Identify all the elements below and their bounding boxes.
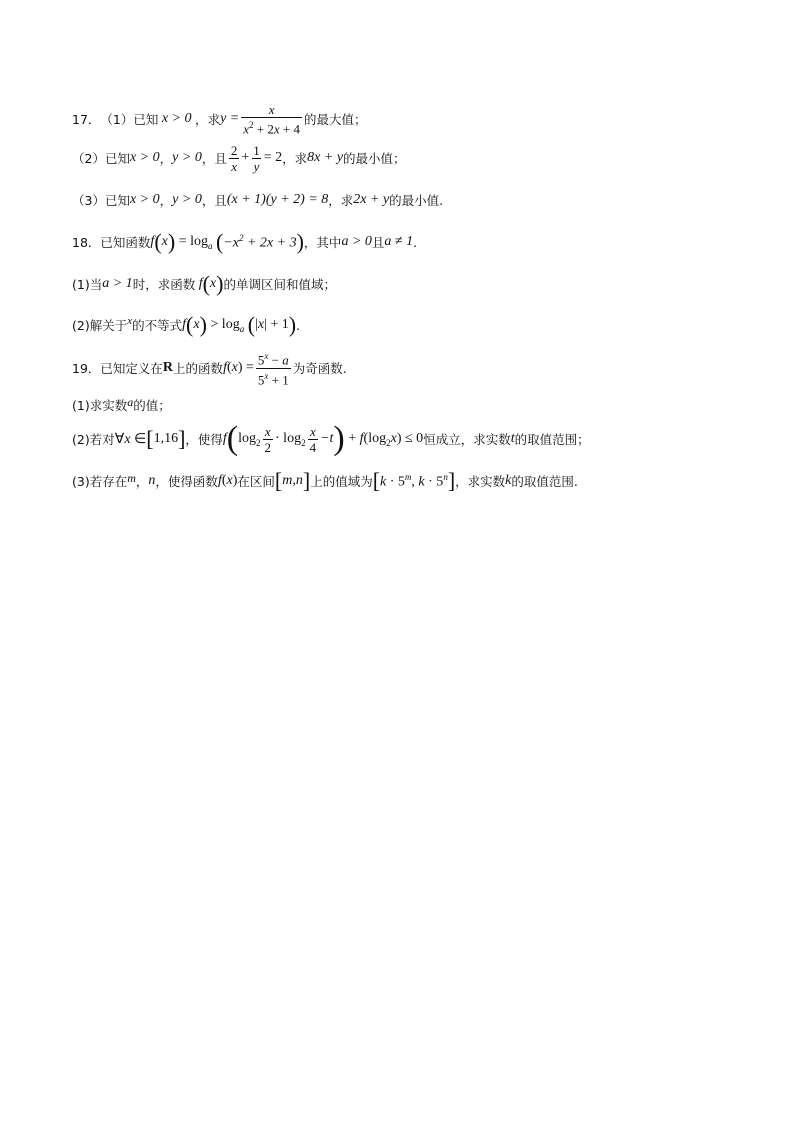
fraction-2-over-x: $\frac{2}{x}$	[230, 142, 238, 174]
math-x-gt-0: x > 0	[158, 111, 196, 126]
q19-p3-tag: (3)	[72, 473, 90, 489]
q18-number: 18．	[72, 235, 101, 250]
q19-part3: (3) 若存在 m ， n ，使得函数 f ( x ) 在区间 [ m,n ] 上的值域为 [ $k \cdot 5^m$, $k \cdot 5^n$ ] ，求实数 k 的取值范围.	[72, 468, 578, 493]
q17-part1: 17． （1） 已知 x > 0 ，求 y = $\frac{x}{x^2 + 2x + 4}$ 的最大值；	[72, 101, 367, 137]
q19-part2: (2) 若对 ∀x ∈ [ 1,16 ] ，使得 f ( $\log_2$ $\frac{x}{2}$ · $\log_2$ $\frac{x}{4}$ −t ) + f $(\log_2x) \le 0$ 恒成立，求实数 t 的取值范围；	[72, 420, 590, 457]
q18-part1: (1) 当 a > 1 时，求函数 f ( x ) 的单调区间和值域；	[72, 271, 336, 296]
q17-part3: （3） 已知 x > 0 ， y > 0 ，且 (x + 1)(y + 2) = 8 ，求 2x + y 的最小值.	[72, 192, 444, 208]
q19-stem: 19． 已知定义在 R 上的函数 f ( x ) = $\frac{5^x - a}{5^x + 1}$ 为奇函数.	[72, 351, 347, 387]
q18-part2: (2) 解关于 x 的不等式 f ( x ) > $\log_a$ ( |x| + 1 ) .	[72, 312, 301, 337]
q17-p1-tag: （1）	[100, 112, 134, 127]
q17-number: 17．	[72, 112, 101, 127]
q19-number: 19．	[72, 361, 101, 376]
q17-p3-tag: （3）	[72, 193, 105, 208]
fraction-x-over-4: $\frac{x}{4}$	[309, 423, 317, 455]
q18-p1-tag: (1)	[72, 276, 90, 292]
real-numbers-symbol: R	[162, 360, 174, 375]
fraction-x-over-2: $\frac{x}{2}$	[264, 423, 272, 455]
q17-p2-tag: （2）	[72, 151, 105, 166]
q18-stem: 18． 已知函数 f ( x ) = $\log_a$ ( $-x^2 + 2x + 3$ ) ，其中 a > 0 且 a ≠ 1 .	[72, 229, 418, 254]
fraction-1-over-y: $\frac{1}{y}$	[253, 142, 260, 174]
q19-p2-tag: (2)	[72, 431, 90, 447]
q19-part1: (1) 求实数 a 的值；	[72, 394, 171, 413]
q17-part2: （2） 已知 x > 0 ， y > 0 ，且 $\frac{2}{x}$ + $\frac{1}{y}$ = 2 ，求 8x + y 的最小值；	[72, 142, 406, 174]
fraction-5x-minus-a: $\frac{5^x - a}{5^x + 1}$	[257, 351, 289, 387]
q18-p2-tag: (2)	[72, 317, 90, 333]
q19-p1-tag: (1)	[72, 397, 90, 413]
fraction-x-over-quadratic: $\frac{x}{x^2 + 2x + 4}$	[243, 101, 300, 137]
